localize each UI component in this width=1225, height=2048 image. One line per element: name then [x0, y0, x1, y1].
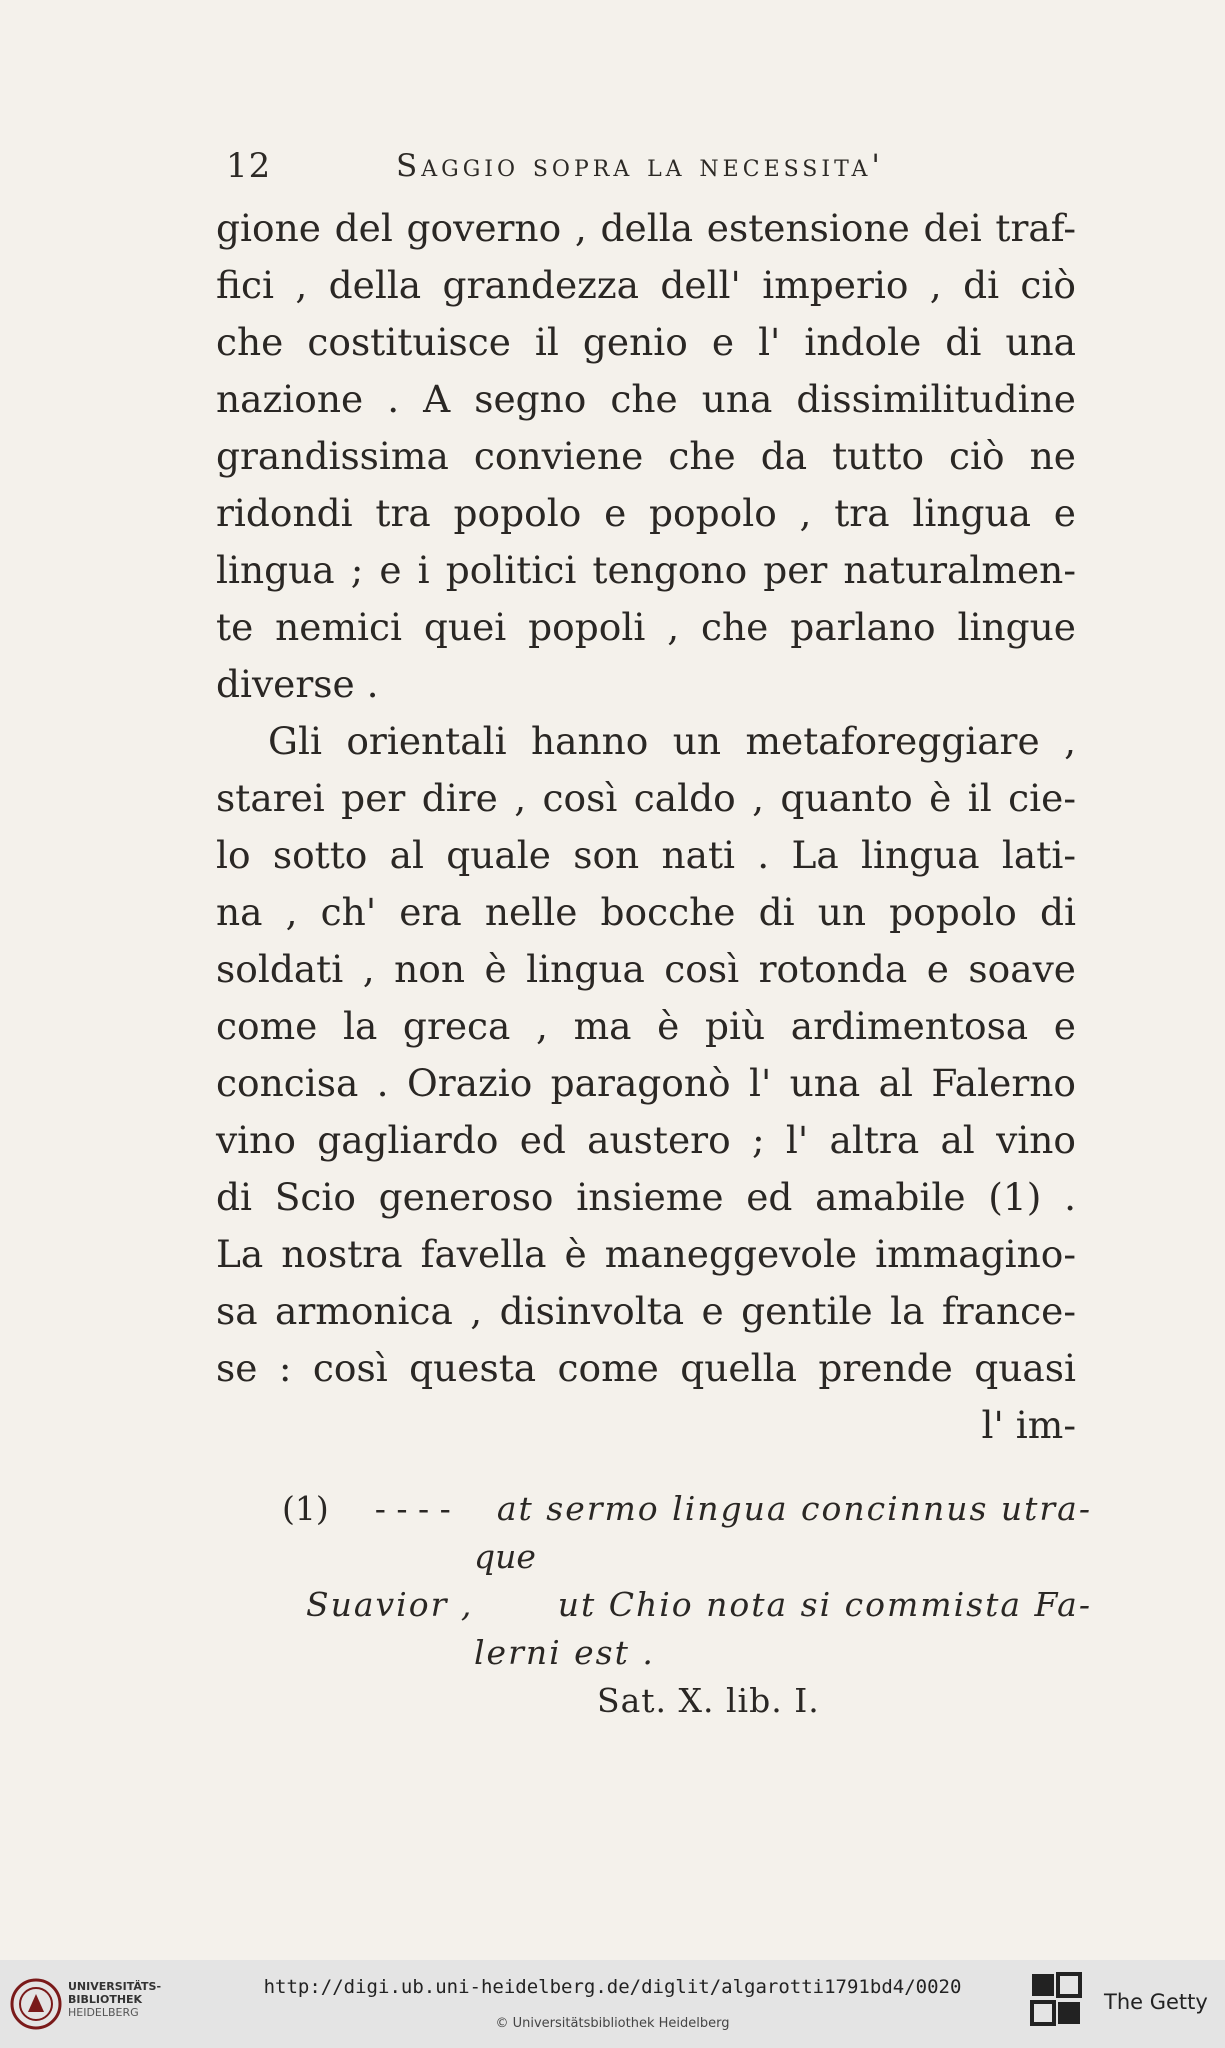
partner-name: The Getty: [1104, 1990, 1208, 2014]
body-text: [216, 200, 1076, 1454]
institution-name: UNIVERSITÄTS- BIBLIOTHEK HEIDELBERG: [68, 1980, 162, 2019]
footnote: [282, 1485, 1092, 1725]
text-line: La nostra favella è maneggevole immagino-: [216, 1232, 1076, 1276]
footnote-text: ut Chio nota si commista Fa-: [557, 1585, 1092, 1624]
footnote-text: lerni est .: [474, 1633, 655, 1672]
footnote-text: at sermo lingua concinnus utra-: [496, 1489, 1092, 1528]
running-head: Saggio sopra la necessita': [396, 148, 884, 184]
text-line: lo sotto al quale son nati . La lingua lati-: [216, 833, 1076, 877]
footnote-text: Suavior ,: [306, 1585, 474, 1624]
text-line: starei per dire , così caldo , quanto è il cie-: [216, 776, 1076, 820]
text-line: ridondi tra popolo e popolo , tra lingua e: [216, 491, 1076, 535]
text-line: grandissima conviene che da tutto ciò ne: [216, 434, 1076, 478]
text-line: gione del governo , della estensione dei traf-: [216, 206, 1076, 250]
text-line: se : così questa come quella prende quasi: [216, 1346, 1076, 1390]
catchword: l' im-: [981, 1403, 1076, 1447]
footnote-text: que: [474, 1537, 536, 1576]
text-line: Gli orientali hanno un metaforeggiare ,: [268, 719, 1076, 763]
text-line: fici , della grandezza dell' imperio , di ciò: [216, 263, 1076, 307]
footnote-dashes: - - - -: [374, 1489, 451, 1528]
footnote-line: [282, 1581, 1092, 1629]
text-line: soldati , non è lingua così rotonda e soave: [216, 947, 1076, 991]
page-number: 12: [226, 146, 272, 186]
text-line: te nemici quei popoli , che parlano lingue: [216, 605, 1076, 649]
copyright-notice: © Universitätsbibliothek Heidelberg: [495, 2016, 730, 2031]
page-header: [226, 146, 1086, 196]
text-line: lingua ; e i politici tengono per naturalmen-: [216, 548, 1076, 592]
footnote-marker: (1): [282, 1489, 329, 1528]
text-line: come la greca , ma è più ardimentosa e: [216, 1004, 1076, 1048]
viewer-footer: [0, 1960, 1225, 2048]
text-line: che costituisce il genio e l' indole di una: [216, 320, 1076, 364]
text-line: na , ch' era nelle bocche di un popolo di: [216, 890, 1076, 934]
permalink-url[interactable]: http://digi.ub.uni-heidelberg.de/diglit/algarotti1791bd4/0020: [263, 1976, 962, 1998]
text-line: nazione . A segno che una dissimilitudine: [216, 377, 1076, 421]
text-line: vino gagliardo ed austero ; l' altra al vino: [216, 1118, 1076, 1162]
footnote-citation: Sat. X. lib. I.: [597, 1681, 820, 1720]
text-line: di Scio generoso insieme ed amabile (1) .: [216, 1175, 1076, 1219]
getty-logo-icon: [1030, 1972, 1084, 2028]
text-line: sa armonica , disinvolta e gentile la france-: [216, 1289, 1076, 1333]
text-line: diverse .: [216, 662, 379, 706]
text-line: concisa . Orazio paragonò l' una al Falerno: [216, 1061, 1076, 1105]
footnote-line: [282, 1485, 1092, 1533]
